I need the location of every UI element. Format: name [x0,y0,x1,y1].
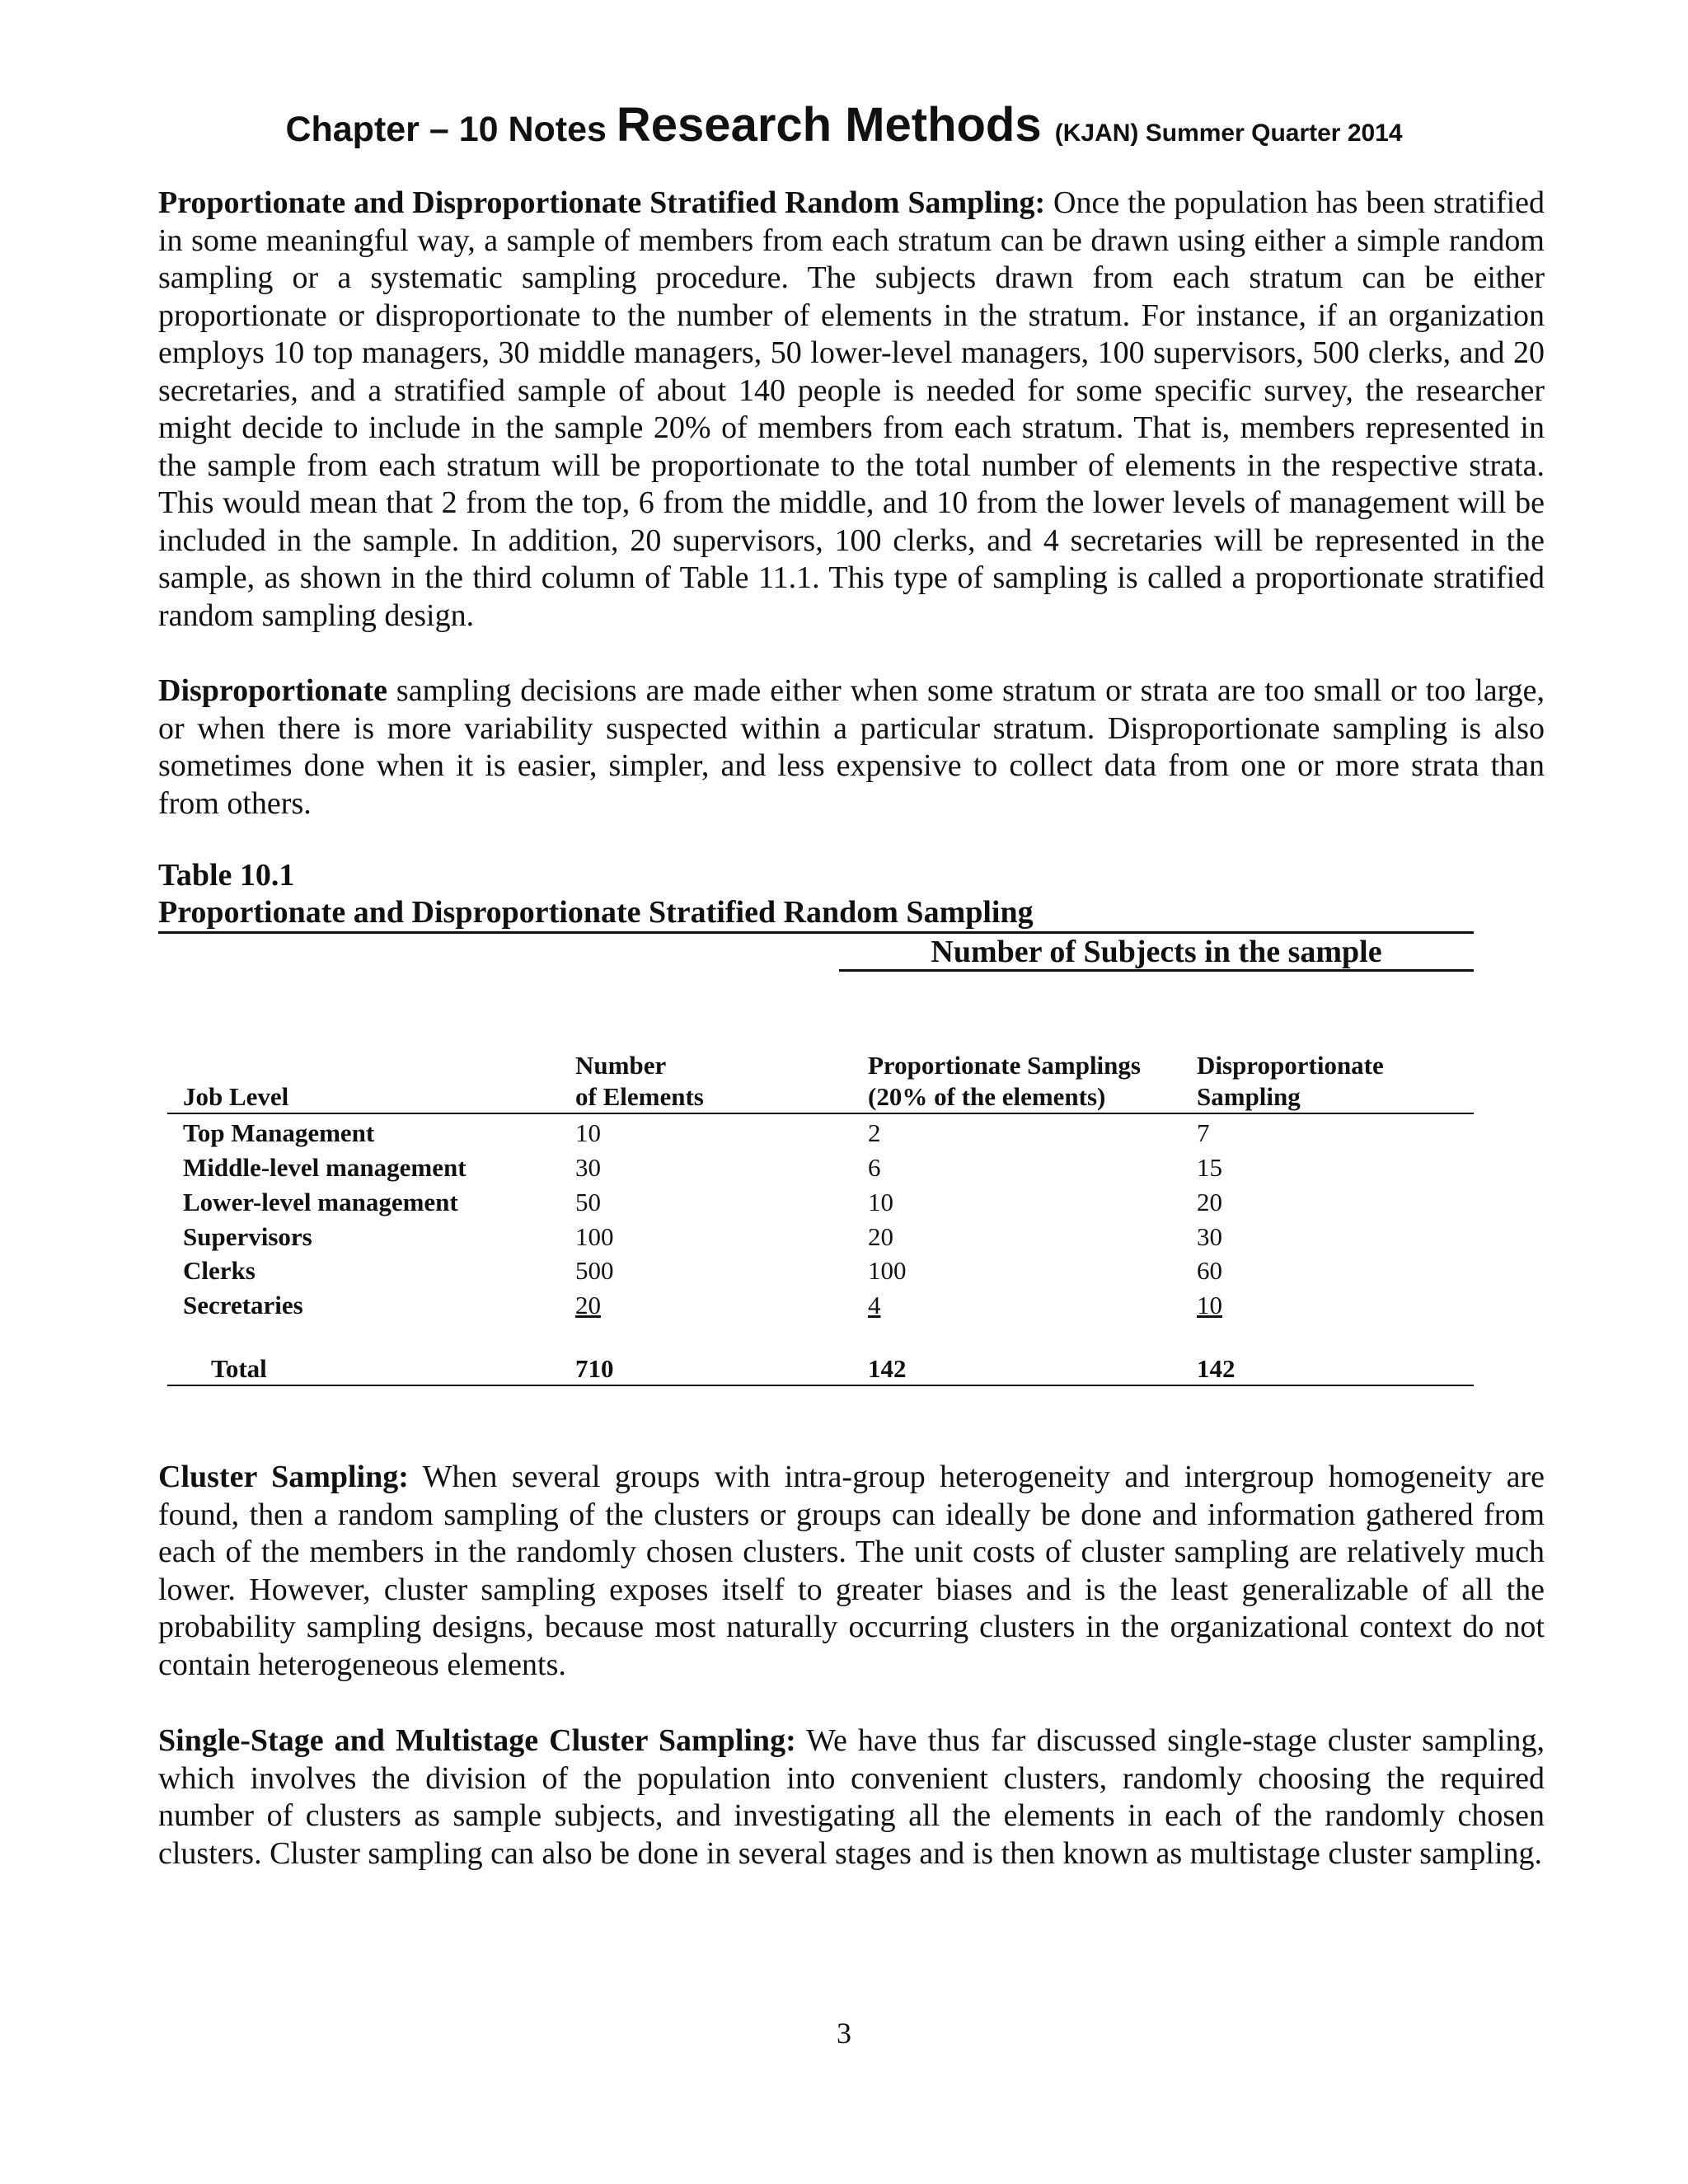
row-elements: 100 [575,1222,614,1251]
header-course: Research Methods [616,98,1055,152]
total-disprop: 142 [1197,1354,1236,1383]
row-disprop: 30 [1197,1222,1222,1251]
header-rule [167,1113,1474,1114]
table-group-header: Number of Subjects in the sample [931,935,1382,969]
row-disprop: 7 [1197,1118,1210,1147]
paragraph-cluster [158,1459,1545,1684]
paragraph-text: sampling decisions are made either when some stratum or strata are too small or too large, or when there is more variability suspected within a particular stratum. Disproportionate sampling is also sometimes done when it is easier, simpler, and less expensive to collect data from one or more strata than from others. [158,673,1545,821]
header-disprop-line1: Disproportionate [1197,1051,1384,1080]
total-elements: 710 [575,1354,614,1383]
header-elements-line1: Number [575,1051,667,1080]
header-term: (KJAN) Summer Quarter 2014 [1054,120,1403,147]
total-label: Total [211,1354,267,1383]
row-prop: 4 [868,1291,881,1319]
paragraph-disproportionate [158,673,1545,823]
row-disprop: 60 [1197,1256,1222,1285]
table-caption: Proportionate and Disproportionate Stratified Random Sampling [158,895,1034,930]
group-header-rule [839,969,1474,972]
paragraph-text: We have thus far discussed single-stage cluster sampling, which involves the division of the population into convenient clusters, randomly choosing the required number of clusters as sample subjects, and investigating all the elements in each of the randomly chosen clusters. Cluster sampling can also be done in several stages and is then known as multistage cluster sampling. [158,1723,1545,1871]
table-number: Table 10.1 [158,858,295,893]
row-prop: 10 [868,1188,893,1216]
row-prop: 6 [868,1153,881,1182]
row-job: Clerks [183,1256,256,1285]
paragraph-text: When several groups with intra-group heterogeneity and intergroup homogeneity are found, then a random sampling of the clusters or groups can ideally be done and information gathered from each of the members in the randomly chosen clusters. The unit costs of cluster sampling are relatively much lower. However, cluster sampling exposes itself to greater biases and is the least generalizable of all the probability sampling designs, because most naturally occurring clusters in the organizational context do not contain heterogeneous elements. [158,1460,1545,1682]
page-header [0,97,1688,152]
header-job-level: Job Level [183,1082,289,1111]
paragraph-proportionate [158,185,1545,635]
row-job: Secretaries [183,1291,303,1319]
paragraph-text: Once the population has been stratified in some meaningful way, a sample of members from each stratum can be drawn using either a simple random sampling or a systematic sampling procedure. The subjects drawn from each stratum can be either proportionate or disproportionate to the number of elements in the stratum. For instance, if an organization employs 10 top managers, 30 middle managers, 50 lower-level managers, 100 supervisors, 500 clerks, and 20 secretaries, and a stratified sample of about 140 people is needed for some specific survey, the researcher might decide to include in the sample 20% of members from each stratum. That is, members represented in the sample from each stratum will be proportionate to the total number of elements in the respective strata. This would mean that 2 from the top, 6 from the middle, and 10 from the lower levels of management will be included in the sample. In addition, 20 supervisors, 100 clerks, and 4 secretaries will be represented in the sample, as shown in the third column of Table 11.1. This type of sampling is called a proportionate stratified random sampling design. [158,185,1545,633]
header-prop-line1: Proportionate Samplings [868,1051,1141,1080]
header-elements-line2: of Elements [575,1082,704,1111]
row-elements: 500 [575,1256,614,1285]
row-elements: 50 [575,1188,601,1216]
paragraph-multistage [158,1722,1545,1872]
row-job: Lower-level management [183,1188,458,1216]
row-elements: 30 [575,1153,601,1182]
term-multistage: Single-Stage and Multistage Cluster Sampling: [158,1723,796,1758]
row-job: Supervisors [183,1222,312,1251]
total-prop: 142 [868,1354,907,1383]
header-prop-line2: (20% of the elements) [868,1082,1106,1111]
table-bottom-rule [167,1385,1474,1386]
row-disprop: 10 [1197,1291,1222,1319]
row-prop: 20 [868,1222,893,1251]
row-elements: 10 [575,1118,601,1147]
term-disproportionate: Disproportionate [158,673,387,708]
row-prop: 2 [868,1118,881,1147]
row-elements: 20 [575,1291,601,1319]
row-prop: 100 [868,1256,907,1285]
row-disprop: 20 [1197,1188,1222,1216]
page-number: 3 [837,2017,851,2050]
row-job: Top Management [183,1118,375,1147]
header-chapter: Chapter – 10 Notes [285,110,617,149]
row-disprop: 15 [1197,1153,1222,1182]
row-job: Middle-level management [183,1153,467,1182]
term-proportionate: Proportionate and Disproportionate Stratified Random Sampling: [158,185,1046,220]
term-cluster: Cluster Sampling: [158,1460,409,1494]
header-disprop-line2: Sampling [1197,1082,1301,1111]
